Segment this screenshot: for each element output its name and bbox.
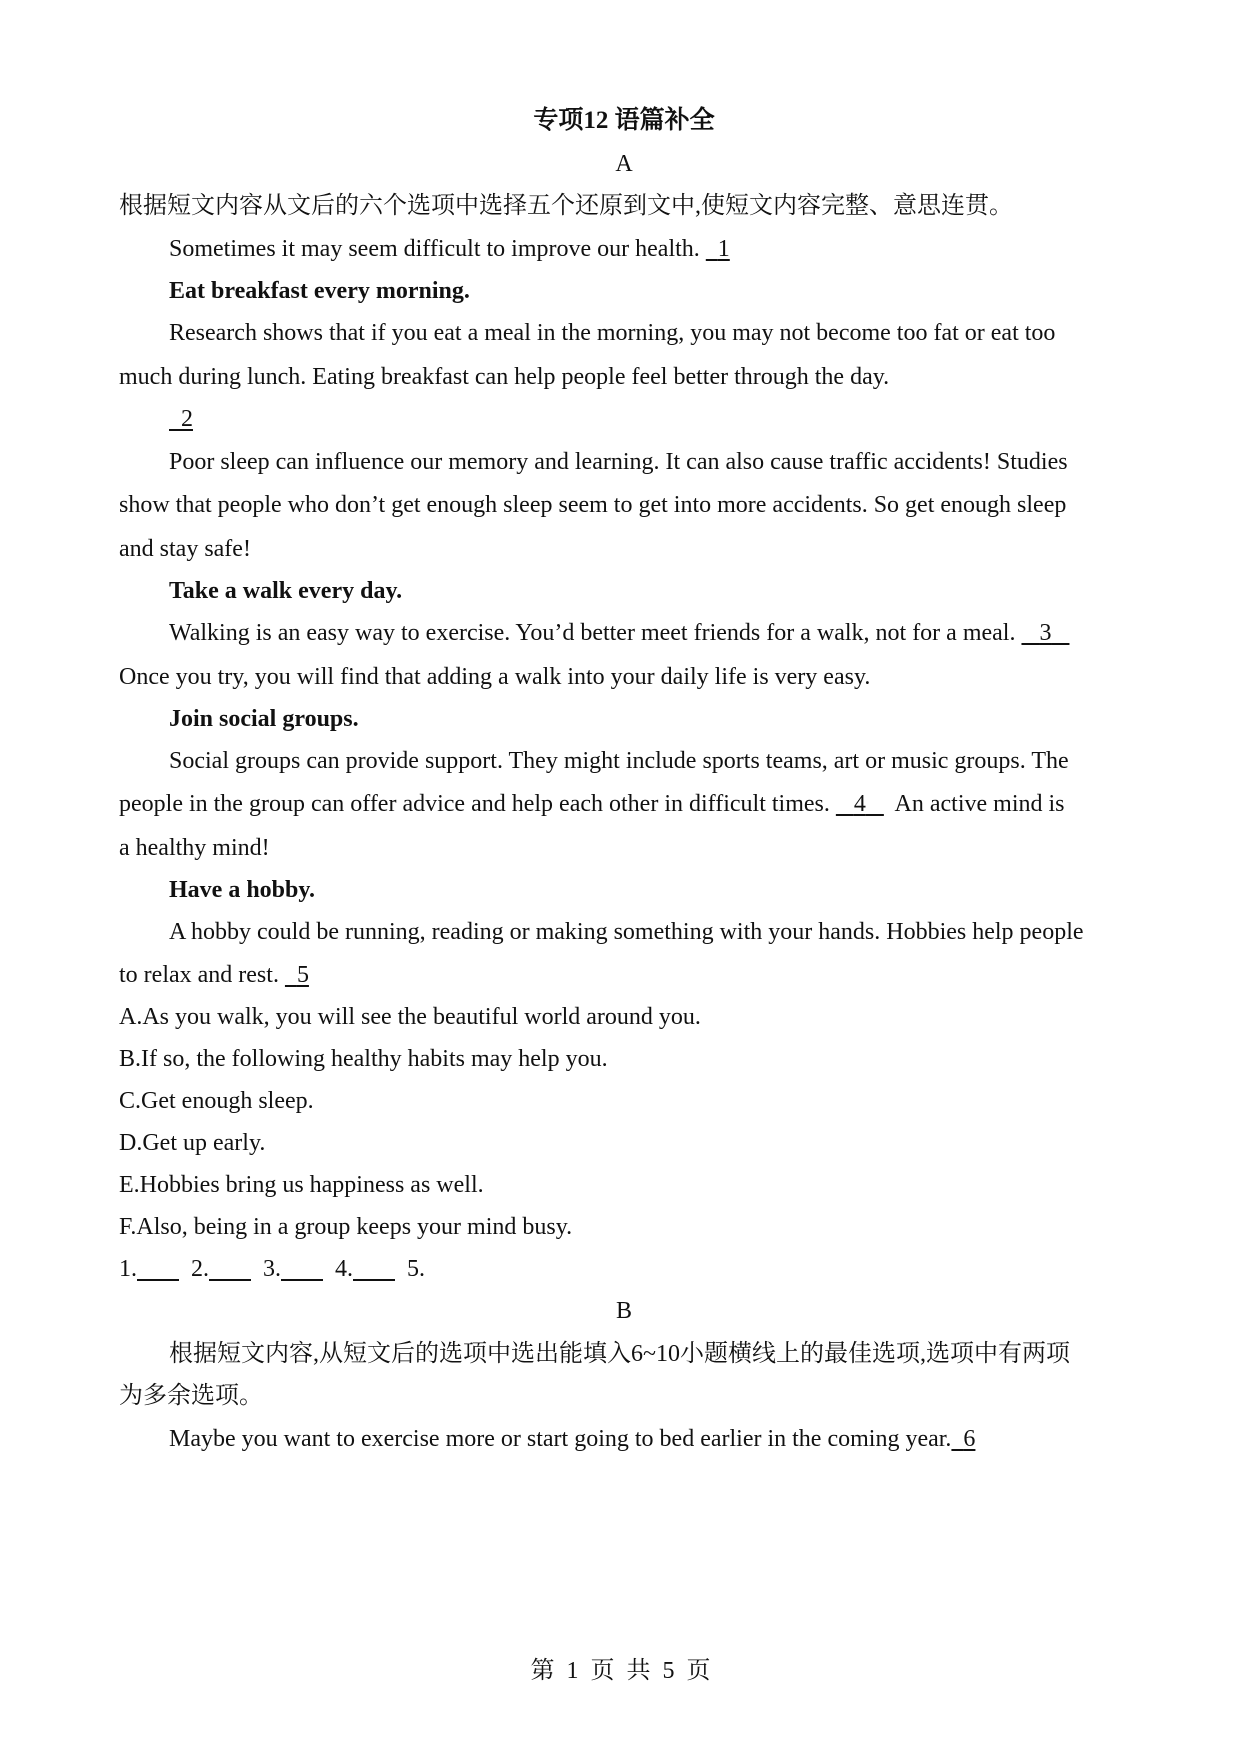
paragraph-1 <box>169 234 730 264</box>
answer-label-5: 5. <box>407 1256 425 1282</box>
habit-heading-hobby: Have a hobby. <box>169 877 316 903</box>
option-a: A.As you walk, you will see the beautiful world around you. <box>119 1004 701 1030</box>
paragraph-4-line-1 <box>169 618 1069 648</box>
page-footer: 第 1 页 共 5 页 <box>530 1658 711 1684</box>
paragraph-5-line-3: a healthy mind! <box>119 835 270 861</box>
answer-label-4: 4. <box>335 1256 353 1282</box>
answer-row <box>119 1254 425 1284</box>
paragraph-5-line-1: Social groups can provide support. They might include sports teams, art or music groups. The <box>169 748 1069 774</box>
answer-blank-1[interactable] <box>137 1256 179 1282</box>
option-f: F.Also, being in a group keeps your mind busy. <box>119 1214 573 1240</box>
paragraph-3-line-2: show that people who don’t get enough sleep seem to get into more accidents. So get enough sleep <box>119 492 1067 518</box>
answer-blank-2[interactable] <box>209 1256 251 1282</box>
paragraph-5-line-2 <box>119 789 1065 819</box>
paragraph-6-line-1: A hobby could be running, reading or making something with your hands. Hobbies help people <box>169 919 1084 945</box>
section-b-instruction-line-2: 为多余选项。 <box>119 1383 263 1409</box>
section-b-paragraph-1 <box>169 1424 975 1454</box>
option-e: E.Hobbies bring us happiness as well. <box>119 1172 484 1198</box>
section-b-heading: B <box>615 1298 632 1324</box>
option-b: B.If so, the following healthy habits may help you. <box>119 1046 608 1072</box>
blank-5[interactable]: 5 <box>296 962 309 988</box>
answer-label-1: 1. <box>119 1256 137 1282</box>
answer-blank-3[interactable] <box>281 1256 323 1282</box>
paragraph-2-line-1: Research shows that if you eat a meal in the morning, you may not become too fat or eat too <box>169 320 1056 346</box>
blank-6[interactable]: 6 <box>963 1426 976 1452</box>
habit-heading-breakfast: Eat breakfast every morning. <box>169 278 470 304</box>
option-c: C.Get enough sleep. <box>119 1088 314 1114</box>
answer-label-3: 3. <box>263 1256 281 1282</box>
paragraph-1-text: Sometimes it may seem difficult to improve our health. <box>169 236 706 262</box>
blank-1[interactable]: 1 <box>717 236 730 262</box>
blank-2[interactable]: 2 <box>181 406 193 432</box>
answer-blank-4[interactable] <box>353 1256 395 1282</box>
answer-label-2: 2. <box>191 1256 209 1282</box>
blank-4[interactable]: 4 <box>853 791 866 817</box>
paragraph-5-after-blank: An active mind is <box>883 791 1065 817</box>
paragraph-5-text: people in the group can offer advice and help each other in difficult times. <box>119 791 836 817</box>
page-title: 专项12 语篇补全 <box>533 107 715 134</box>
blank-3[interactable]: 3 <box>1039 620 1052 646</box>
paragraph-4-line-2: Once you try, you will find that adding a walk into your daily life is very easy. <box>119 664 871 690</box>
blank-2-line <box>169 404 193 434</box>
paragraph-6-text: to relax and rest. <box>119 962 285 988</box>
paragraph-2-line-2: much during lunch. Eating breakfast can help people feel better through the day. <box>119 364 890 390</box>
section-a-instruction: 根据短文内容从文后的六个选项中选择五个还原到文中,使短文内容完整、意思连贯。 <box>119 193 1013 219</box>
paragraph-3-line-3: and stay safe! <box>119 536 251 562</box>
section-b-instruction-line-1: 根据短文内容,从短文后的选项中选出能填入6~10小题横线上的最佳选项,选项中有两项 <box>169 1341 1070 1367</box>
paragraph-4-text: Walking is an easy way to exercise. You’d better meet friends for a walk, not for a meal. <box>169 620 1022 646</box>
paragraph-6-line-2 <box>119 960 309 990</box>
section-b-paragraph-1-text: Maybe you want to exercise more or start going to bed earlier in the coming year. <box>169 1426 952 1452</box>
paragraph-3-line-1: Poor sleep can influence our memory and learning. It can also cause traffic accidents! Studies <box>169 449 1068 475</box>
habit-heading-walk: Take a walk every day. <box>169 578 403 604</box>
section-a-heading: A <box>615 151 633 177</box>
habit-heading-social: Join social groups. <box>169 706 359 732</box>
option-d: D.Get up early. <box>119 1130 266 1156</box>
